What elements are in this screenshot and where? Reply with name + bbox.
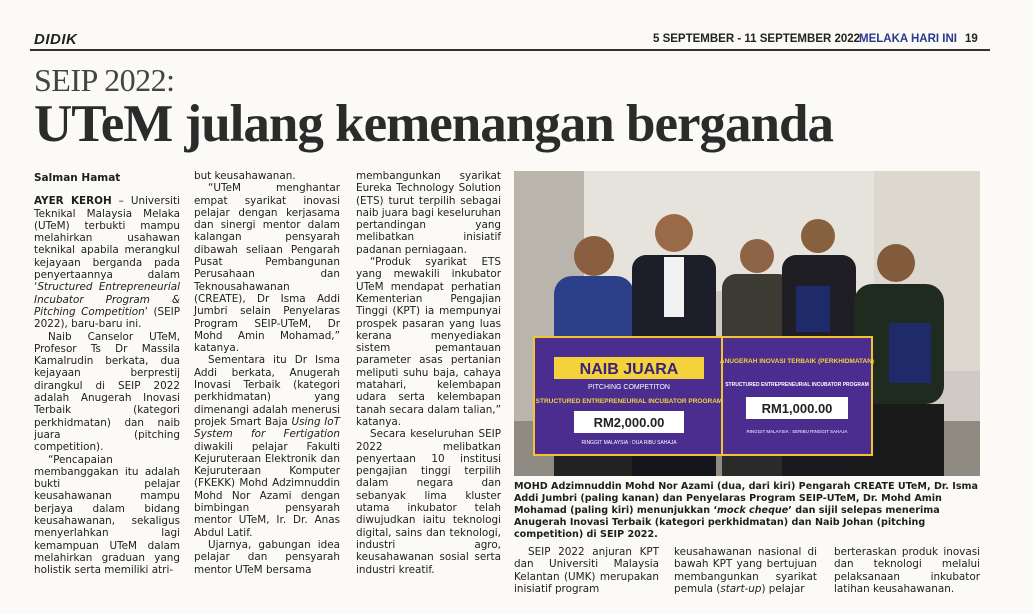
headline-kicker: SEIP 2022: bbox=[34, 62, 175, 98]
article-column-4 bbox=[514, 546, 659, 595]
paragraph: but keusahawanan. bbox=[194, 170, 296, 182]
issue-date: 5 SEPTEMBER - 11 SEPTEMBER 2022 bbox=[653, 33, 861, 45]
caption-text: ’ dan sijil selepas menerima Anugerah Inovasi Terbaik (kategori perkhidmatan) dan Naib Johan (pitching competition) di SEIP 2022. bbox=[514, 504, 940, 540]
cheque-subtitle: PITCHING COMPETITON bbox=[588, 384, 670, 391]
cheque-amount: RM2,000.00 bbox=[593, 415, 665, 430]
article-column-1 bbox=[34, 172, 180, 577]
paragraph: SEIP 2022 anjuran KPT dan Universiti Malaysia Kelantan (UMK) merupakan inisiatif program bbox=[514, 546, 659, 595]
section-label: DIDIK bbox=[34, 31, 78, 48]
paragraph: Naib Canselor UTeM, Profesor Ts Dr Massila Kamalrudin berkata, dua kejayaan berprestij dirangkul di SEIP 2022 adalah Anugerah Inovasi Terbaik (kategori perkhidmatan) dan naib juara (pitching competition). bbox=[34, 330, 180, 454]
paragraph bbox=[34, 195, 180, 330]
article-column-2 bbox=[194, 170, 340, 576]
paragraph bbox=[194, 354, 340, 538]
article-column-3 bbox=[356, 170, 501, 576]
paragraph-text: diwakili pelajar Fakulti Kejuruteraan Elektronik dan Kejuruteraan Komputer (FKEKK) Mohd Adzimnuddin Mohd Nor Azami dengan bimbingan pensyarah mentor UTeM, Ir. Dr. Anas Abdul Latif. bbox=[194, 440, 340, 539]
paragraph: “UTeM menghantar empat syarikat inovasi pelajar dengan kerjasama dan sinergi mentor dalam kalangan pensyarah dibawah seliaan Pengarah Pusat Pembangunan Perusahaan dan Teknousahawanan (CREATE), Dr Isma Addi Jumbri selain Penyelaras Program SEIP-UTeM, Dr Mohd Amin Mohamad,” katanya. bbox=[194, 182, 340, 355]
paragraph: Ujarnya, gabungan idea pelajar dan pensyarah mentor UTeM bersama bbox=[194, 538, 340, 576]
article-column-5 bbox=[674, 546, 817, 595]
paragraph-text: ’ (SEIP 2022), baru-baru ini. bbox=[34, 305, 181, 331]
paragraph: “Produk syarikat ETS yang mewakili inkubator UTeM mendapat perhatian Kementerian Pengajian Tinggi (KPT) ia mempunyai prospek pasaran yang luas kerana menyediakan sistem pemantauan parameter asas pertanian meliputi suhu baja, cahaya matahari, kelembapan udara serta kelembapan tanah secara dalam talian,” katanya. bbox=[356, 256, 501, 428]
italic-project-name: Using IoT System for Fertigation bbox=[194, 415, 340, 441]
byline: Salman Hamat bbox=[34, 172, 121, 184]
paragraph: membangunkan syarikat Eureka Technology Solution (ETS) turut terpilih sebagai naib juara bagi keseluruhan pertandingan yang melibatkan inisiatif padanan perniagaan. bbox=[356, 170, 501, 256]
certificate bbox=[796, 286, 830, 332]
paragraph: berteraskan produk inovasi dan teknologi melalui pelaksanaan inkubator latihan keusahawanan. bbox=[834, 546, 980, 595]
publication-name: MELAKA HARI INI bbox=[859, 33, 957, 45]
photo-illustration bbox=[514, 171, 980, 476]
cheque-words: RINGGIT MALAYSIA : DUA RIBU SAHAJA bbox=[581, 440, 677, 446]
cheque-program: STRUCTURED ENTREPRENEURIAL INCUBATOR PROGRAM bbox=[725, 382, 869, 388]
article-column-6 bbox=[834, 546, 980, 595]
dateline: AYER KEROH bbox=[34, 195, 112, 208]
cheque-amount: RM1,000.00 bbox=[761, 401, 833, 416]
paragraph: Secara keseluruhan SEIP 2022 melibatkan penyertaan 10 institusi pengajian tinggi terpilih dalam negara dan sebanyak lima kluster utama inkubator telah diwujudkan iaitu teknologi digital, sains dan teknologi, industri agro, keusahawanan sosial serta industri kreatif. bbox=[356, 428, 501, 576]
paragraph-text: ) pelajar bbox=[761, 582, 805, 595]
cheque-title: NAIB JUARA bbox=[579, 361, 679, 378]
paragraph: “Pencapaian membanggakan itu adalah bukti pelajar keusahawanan mampu berjaya dalam bidang keusahawanan, sekaligus menyerlahkan lagi kemampuan UTeM dalam melahirkan graduan yang holistik serta memiliki atri- bbox=[34, 453, 180, 577]
headline: UTeM julang kemenangan berganda bbox=[34, 95, 833, 153]
cheque-program: STRUCTURED ENTREPRENEURIAL INCUBATOR PROGRAM bbox=[535, 398, 723, 405]
caption-italic: mock cheque bbox=[717, 504, 789, 516]
italic-term: start-up bbox=[720, 582, 762, 595]
paragraph-text: – Universiti Teknikal Malaysia Melaka (UTeM) terbukti mampu melahirkan usahawan teknikal apabila merangkul kejayaan berganda pada penyertaannya dalam ‘ bbox=[34, 195, 180, 294]
certificate bbox=[889, 323, 931, 383]
paragraph-text: keusahawanan nasional di bawah KPT yang bertujuan membangunkan syarikat pemula ( bbox=[674, 546, 817, 595]
cheque-words: RINGGIT MALAYSIA : SERIBU RINGGIT SAHAJA bbox=[746, 429, 848, 434]
photo-caption bbox=[514, 481, 980, 541]
paragraph bbox=[674, 546, 817, 595]
mock-cheque-anugerah-inovasi bbox=[720, 337, 874, 455]
page-number: 19 bbox=[965, 33, 978, 45]
italic-program-name: Structured Entrepreneurial Incubator Program & Pitching Competition bbox=[34, 281, 180, 318]
caption-text: MOHD Adzimnuddin Mohd Nor Azami (dua, dari kiri) Pengarah CREATE UTeM, Dr. Isma Addi Jumbri (paling kanan) dan Penyelaras Program SEIP-UTeM, Dr. Mohd Amin Mohamad (paling kiri) menunjukkan ‘ bbox=[514, 481, 979, 516]
mock-cheque-naib-juara bbox=[534, 337, 724, 455]
header-rule bbox=[30, 49, 990, 51]
news-photo bbox=[514, 171, 980, 476]
paragraph-text: Sementara itu Dr Isma Addi berkata, Anugerah Inovasi Terbaik (kategori perkhidmatan) yang dimenangi adalah menerusi projek Smart Baja bbox=[194, 354, 340, 428]
cheque-title: ANUGERAH INOVASI TERBAIK (PERKHIDMATAN) bbox=[719, 358, 875, 365]
